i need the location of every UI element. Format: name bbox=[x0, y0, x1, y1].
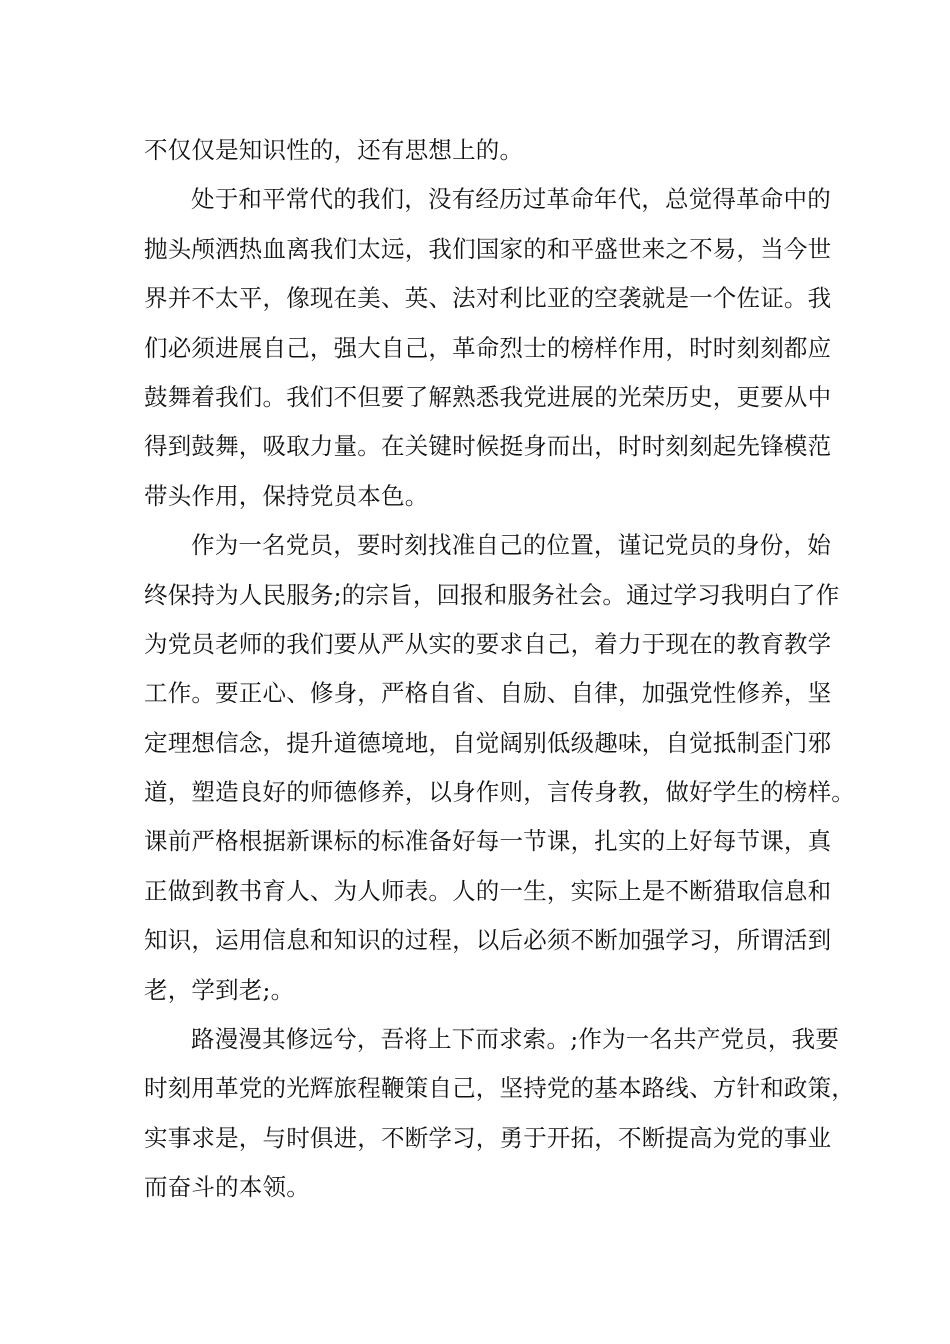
text-line: 路漫漫其修远兮，吾将上下而求索。;作为一名共产党员，我要 bbox=[191, 1025, 840, 1054]
text-line: 作为一名党员，要时刻找准自己的位置，谨记党员的身份，始 bbox=[191, 531, 831, 560]
text-line: 终保持为人民服务;的宗旨，回报和服务社会。通过学习我明白了作 bbox=[144, 580, 840, 609]
text-line: 时刻用革党的光辉旅程鞭策自己，坚持党的基本路线、方针和政策， bbox=[144, 1074, 855, 1103]
text-line: 界并不太平，像现在美、英、法对利比亚的空袭就是一个佐证。我 bbox=[144, 284, 832, 313]
text-line: 处于和平常代的我们，没有经历过革命年代，总觉得革命中的 bbox=[191, 185, 831, 214]
text-line: 老，学到老;。 bbox=[144, 975, 295, 1004]
text-line: 们必须进展自己，强大自己，革命烈士的榜样作用，时时刻刻都应 bbox=[144, 333, 832, 362]
text-line: 抛头颅洒热血离我们太远，我们国家的和平盛世来之不易，当今世 bbox=[144, 234, 832, 263]
document-body bbox=[144, 126, 855, 1213]
text-line: 为党员老师的我们要从严从实的要求自己，着力于现在的教育教学 bbox=[144, 629, 832, 658]
text-line: 而奋斗的本领。 bbox=[144, 1173, 310, 1202]
text-line: 鼓舞着我们。我们不但要了解熟悉我党进展的光荣历史，更要从中 bbox=[144, 382, 832, 411]
text-line: 带头作用，保持党员本色。 bbox=[144, 481, 429, 510]
text-line: 道，塑造良好的师德修养，以身作则，言传身教，做好学生的榜样。 bbox=[144, 778, 855, 807]
text-line: 定理想信念，提升道德境地，自觉阔别低级趣味，自觉抵制歪门邪 bbox=[144, 728, 832, 757]
text-line: 实事求是，与时俱进，不断学习，勇于开拓，不断提高为党的事业 bbox=[144, 1123, 832, 1152]
text-line: 不仅仅是知识性的，还有思想上的。 bbox=[144, 136, 524, 164]
text-line: 工作。要正心、修身，严格自省、自励、自律，加强党性修养，坚 bbox=[144, 679, 832, 708]
text-line: 得到鼓舞，吸取力量。在关键时候挺身而出，时时刻刻起先锋模范 bbox=[144, 432, 832, 461]
text-line: 课前严格根据新课标的标准备好每一节课，扎实的上好每节课，真 bbox=[144, 827, 832, 856]
text-line: 正做到教书育人、为人师表。人的一生，实际上是不断猎取信息和 bbox=[144, 876, 832, 905]
text-line: 知识，运用信息和知识的过程，以后必须不断加强学习，所谓活到 bbox=[144, 926, 832, 955]
